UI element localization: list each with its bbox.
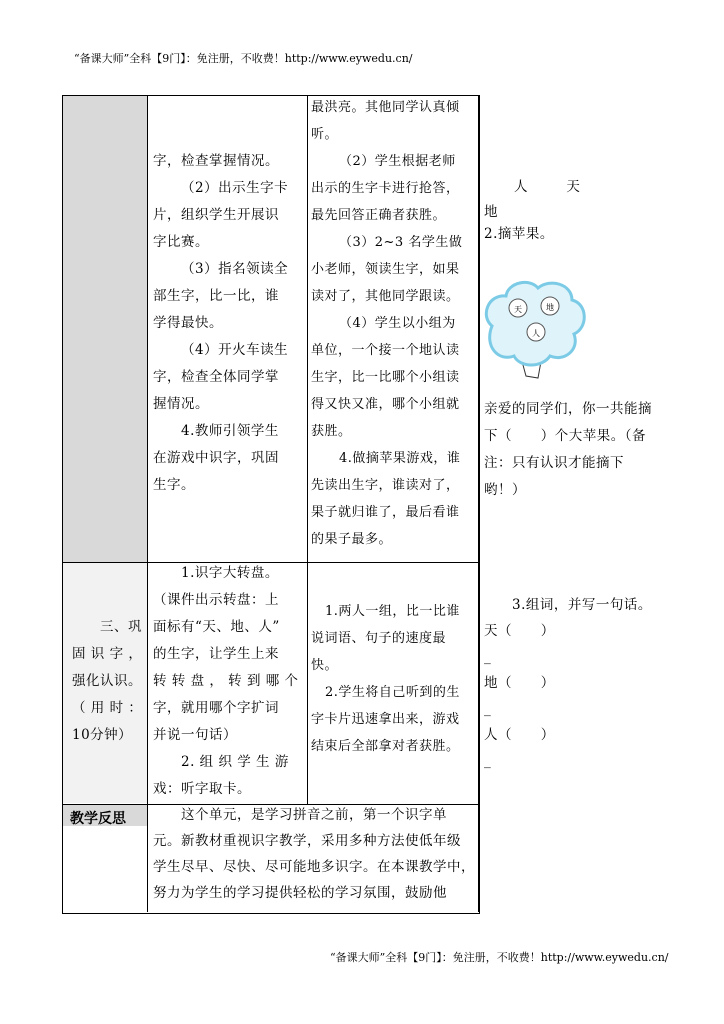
row1-student-activities xyxy=(311,94,477,553)
row2-stage xyxy=(72,614,146,749)
text-line: 得又快又准，哪个小组就 xyxy=(311,397,460,412)
text-line: 部生字，比一比，谁 xyxy=(153,288,279,304)
text-line: 三、巩 xyxy=(100,619,142,635)
stage-column-shade-top xyxy=(63,96,147,562)
blank-line: _ xyxy=(484,649,492,665)
text-line: （2）学生根据老师 xyxy=(339,154,456,169)
text-line: 的生字，让学生上来 xyxy=(153,646,279,662)
text-line: 戏：听字取卡。 xyxy=(153,781,251,797)
row1-exercise-prompt xyxy=(484,396,684,504)
text-line: 生字。 xyxy=(153,477,195,493)
row2-teacher-activities xyxy=(153,560,305,803)
text-line: 4.教师引领学生 xyxy=(181,423,279,439)
text-line: 最洪亮。其他同学认真倾 xyxy=(311,100,460,115)
text-line: 下（ ）个大苹果。（备 xyxy=(484,428,646,444)
word-item: 人（ ） xyxy=(484,727,555,743)
tree-apple-char: 地 xyxy=(546,303,554,312)
text-line: 生字，比一比哪个小组读 xyxy=(311,370,460,385)
text-line: （2）出示生字卡 xyxy=(181,180,289,196)
text-line: 字卡片迅速拿出来，游戏 xyxy=(311,712,460,727)
text-line: 亲爱的同学们，你一共能摘 xyxy=(484,401,652,417)
text-line: 1.识字大转盘。 xyxy=(181,565,279,581)
text-line: 听。 xyxy=(311,127,339,142)
text-line: 注：只有认识才能摘下 xyxy=(484,455,624,471)
text-line: 最先回答正确者获胜。 xyxy=(311,208,447,223)
text-line: 面标有“天、地、人” xyxy=(153,619,280,635)
text-line: （ 用 时 ： xyxy=(72,700,143,716)
text-line: 快。 xyxy=(311,658,339,673)
text-line: 获胜。 xyxy=(311,424,352,439)
text-line: 结束后全部拿对者获胜。 xyxy=(311,739,460,754)
text-line: 元。新教材重视识字教学，采用多种方法使低年级 xyxy=(153,833,461,849)
text-line: 在游戏中识字，巩固 xyxy=(153,450,279,466)
word-item: 天（ ） xyxy=(484,623,555,639)
text-line: （4）学生以小组为 xyxy=(339,316,456,331)
reflection-title: 教学反思 xyxy=(70,811,126,827)
tree-apple-char: 人 xyxy=(532,329,540,338)
exercise-chars: 人 天 xyxy=(514,179,581,195)
text-line: 出示的生字卡进行抢答， xyxy=(311,181,460,196)
text-line: 并说一句话） xyxy=(153,727,237,743)
blank-line: _ xyxy=(484,753,492,769)
text-line: （3）指名领读全 xyxy=(181,261,289,277)
text-line: 这个单元，是学习拼音之前，第一个识字单 xyxy=(181,807,447,823)
text-line: 的果子最多。 xyxy=(311,532,393,547)
text-line: 2. 组 织 学 生 游 xyxy=(181,754,289,770)
row2-student-activities xyxy=(311,598,477,760)
text-line: 1.两人一组，比一比谁 xyxy=(325,604,460,619)
text-line: 字比赛。 xyxy=(153,234,209,250)
text-line: 10分钟） xyxy=(72,727,133,743)
tree-apple-char: 天 xyxy=(514,305,522,314)
text-line: 握情况。 xyxy=(153,396,209,412)
text-line: 努力为学生的学习提供轻松的学习氛围，鼓励他 xyxy=(153,885,447,901)
text-line: 4.做摘苹果游戏，谁 xyxy=(339,451,461,466)
text-line: 字，检查掌握情况。 xyxy=(153,153,279,169)
text-line: 学生尽早、尽快、尽可能地多识字。在本课教学中， xyxy=(153,859,475,875)
page-header: “备课大师”全科【9门】：免注册，不收费！http://www.eywedu.cn/ xyxy=(74,52,413,65)
row1-exercise xyxy=(484,174,684,245)
row2-exercise xyxy=(484,592,684,774)
text-line: 固 识 字 ， xyxy=(72,646,143,662)
text-line: 强化认识。 xyxy=(72,673,142,689)
text-line: 转 转 盘 ， 转 到 哪 个 xyxy=(153,673,299,689)
text-line: 字，检查全体同学掌 xyxy=(153,369,279,385)
text-line: 字，就用哪个字扩词 xyxy=(153,700,279,716)
text-line: 哟！） xyxy=(484,482,526,498)
text-line: （课件出示转盘：上 xyxy=(153,592,279,608)
reflection-text xyxy=(153,802,475,906)
exercise-task: 3.组词，并写一句话。 xyxy=(512,597,652,613)
word-item: 地（ ） xyxy=(484,675,555,691)
row1-teacher-activities xyxy=(153,148,305,499)
text-line: 果子就归谁了，最后看谁 xyxy=(311,505,460,520)
text-line: 小老师，领读生字，如果 xyxy=(311,262,460,277)
text-line: 学得最快。 xyxy=(153,315,223,331)
exercise-char-earth: 地 xyxy=(484,204,498,220)
page-footer: “备课大师”全科【9门】：免注册，不收费！http://www.eywedu.cn/ xyxy=(330,951,669,964)
text-line: 先读出生字，谁读对了， xyxy=(311,478,460,493)
text-line: （3）2~3 名学生做 xyxy=(339,235,463,250)
blank-line: _ xyxy=(484,701,492,717)
text-line: （4）开火车读生 xyxy=(181,342,289,358)
apple-tree-icon xyxy=(480,276,590,386)
text-line: 单位，一个接一个地认读 xyxy=(311,343,460,358)
exercise-task: 2.摘苹果。 xyxy=(484,226,554,242)
text-line: 读对了，其他同学跟读。 xyxy=(311,289,460,304)
text-line: 2.学生将自己听到的生 xyxy=(325,685,460,700)
text-line: 片，组织学生开展识 xyxy=(153,207,279,223)
text-line: 说词语、句子的速度最 xyxy=(311,631,447,646)
